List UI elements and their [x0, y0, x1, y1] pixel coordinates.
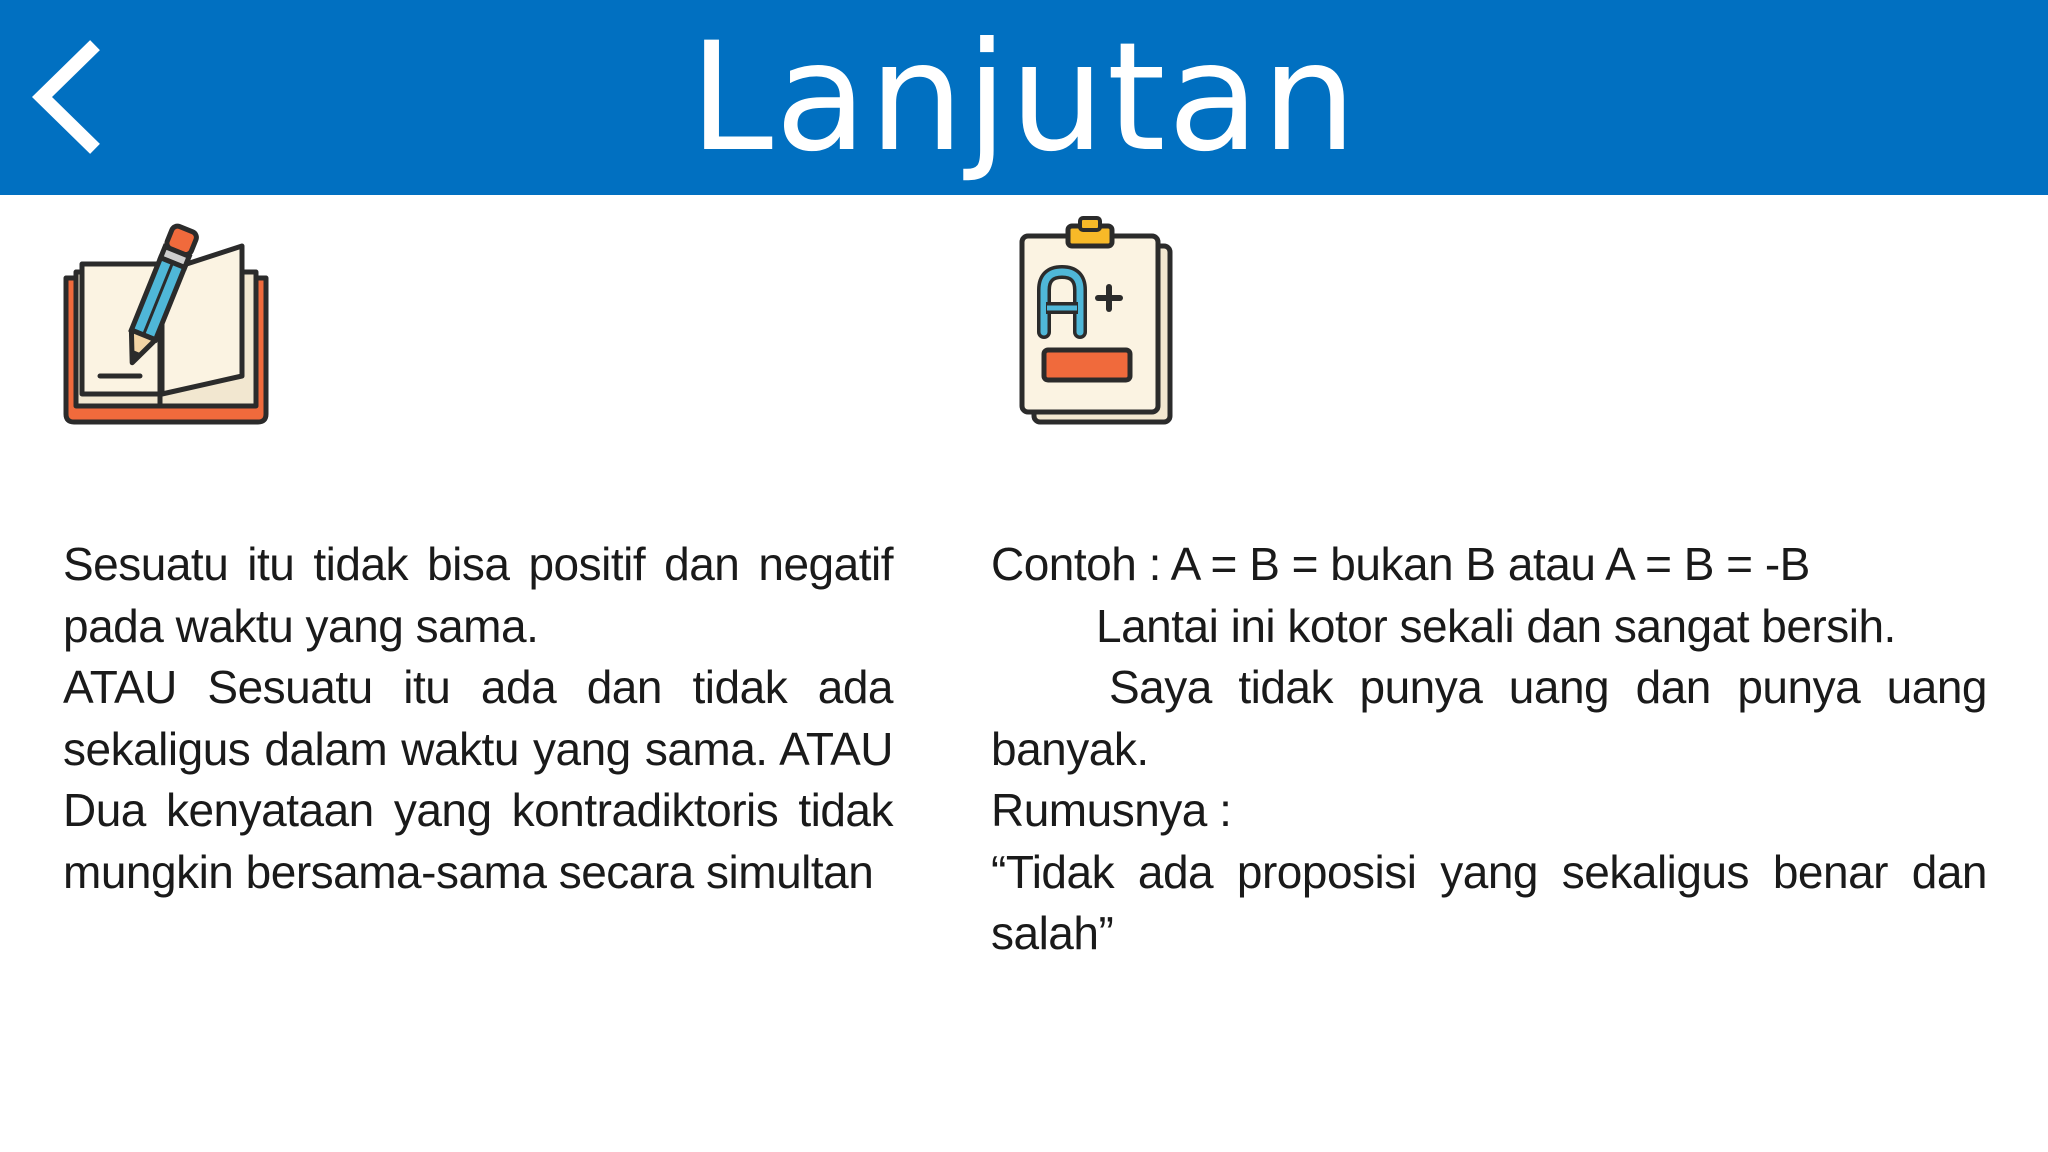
- left-text-block: [63, 534, 893, 903]
- text-line: salah”: [991, 907, 1114, 959]
- clipboard-a-plus-icon: [1016, 216, 1176, 428]
- book-pencil-icon: [60, 216, 272, 428]
- text-line: “Tidak ada proposisi yang sekaligus benar dan: [991, 845, 1987, 898]
- right-text-block: [991, 534, 1987, 965]
- text-line: Contoh : A = B = bukan B atau A = B = -B: [991, 538, 1810, 590]
- text-line: Rumusnya :: [991, 784, 1232, 836]
- text-line: Lantai ini kotor sekali dan sangat bersih.: [1096, 599, 1896, 652]
- text-line: pada waktu yang sama.: [63, 599, 539, 652]
- text-line: Sesuatu itu tidak bisa positif dan negatif: [63, 538, 893, 590]
- page-title: Lanjutan: [689, 11, 1359, 185]
- header-bar: [0, 0, 2048, 195]
- text-line: sekaligus dalam waktu yang sama. ATAU: [63, 722, 893, 775]
- text-line: Saya tidak punya uang dan punya uang: [1109, 661, 1987, 713]
- text-line: ATAU Sesuatu itu ada dan tidak ada: [63, 661, 893, 713]
- text-line: Dua kenyataan yang kontradiktoris tidak: [63, 784, 893, 836]
- text-line: banyak.: [991, 722, 1149, 775]
- text-line: mungkin bersama-sama secara simultan: [63, 845, 874, 898]
